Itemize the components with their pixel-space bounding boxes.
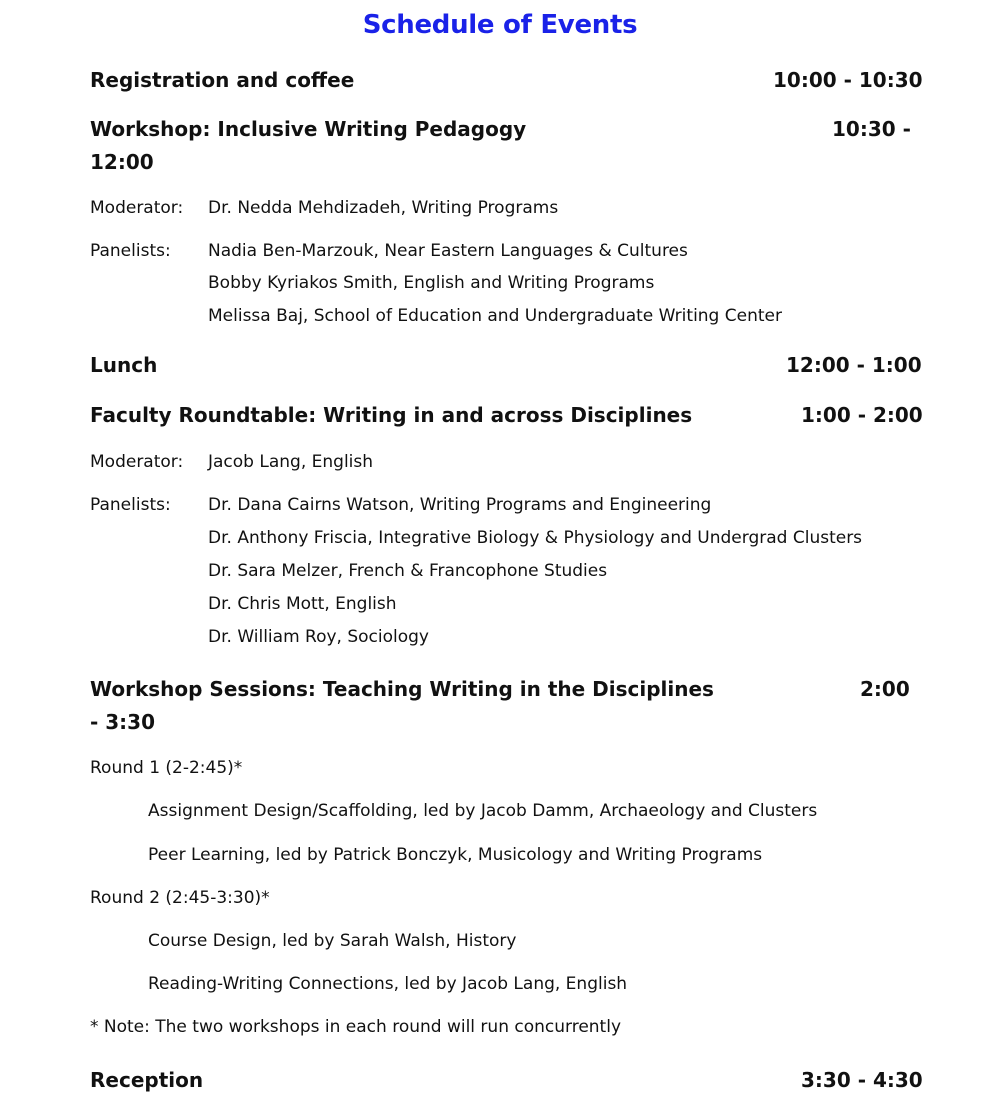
panelist-item: Dr. Sara Melzer, French & Francophone Studies — [208, 561, 608, 581]
event-sessions-time-wrap: - 3:30 — [90, 710, 156, 734]
workshop-item: Course Design, led by Sarah Walsh, History — [148, 931, 517, 951]
panelist-item: Melissa Baj, School of Education and Undergraduate Writing Center — [208, 306, 782, 326]
panelist-item: Dr. Chris Mott, English — [208, 594, 397, 614]
workshop-item: Reading-Writing Connections, led by Jacob Lang, English — [148, 974, 628, 994]
moderator-name: Dr. Nedda Mehdizadeh, Writing Programs — [208, 198, 559, 218]
moderator-name: Jacob Lang, English — [208, 452, 374, 472]
moderator-label: Moderator: — [90, 452, 184, 472]
event-registration-time: 10:00 - 10:30 — [773, 68, 923, 92]
event-registration-title: Registration and coffee — [90, 68, 355, 92]
event-roundtable-time: 1:00 - 2:00 — [801, 403, 923, 427]
panelists-label: Panelists: — [90, 495, 171, 515]
event-reception-time: 3:30 - 4:30 — [801, 1068, 923, 1092]
event-lunch-time: 12:00 - 1:00 — [786, 353, 922, 377]
event-workshop-time: 10:30 - — [832, 117, 911, 141]
page-title: Schedule of Events — [362, 10, 638, 40]
event-reception-title: Reception — [90, 1068, 204, 1092]
event-workshop-title: Workshop: Inclusive Writing Pedagogy — [90, 117, 527, 141]
panelist-item: Dr. Dana Cairns Watson, Writing Programs and Engineering — [208, 495, 712, 515]
concurrency-note: * Note: The two workshops in each round will run concurrently — [90, 1017, 622, 1037]
panelist-item: Bobby Kyriakos Smith, English and Writing Programs — [208, 273, 655, 293]
panelist-item: Nadia Ben-Marzouk, Near Eastern Languages & Cultures — [208, 241, 688, 261]
panelist-item: Dr. William Roy, Sociology — [208, 627, 429, 647]
round-2-label: Round 2 (2:45-3:30)* — [90, 888, 270, 908]
event-workshop-time-wrap: 12:00 — [90, 150, 154, 174]
panelists-label: Panelists: — [90, 241, 171, 261]
event-sessions-time: 2:00 — [860, 677, 910, 701]
panelist-item: Dr. Anthony Friscia, Integrative Biology & Physiology and Undergrad Clusters — [208, 528, 863, 548]
event-sessions-title: Workshop Sessions: Teaching Writing in the Disciplines — [90, 677, 714, 701]
round-1-label: Round 1 (2-2:45)* — [90, 758, 243, 778]
workshop-item: Peer Learning, led by Patrick Bonczyk, Musicology and Writing Programs — [148, 845, 763, 865]
workshop-item: Assignment Design/Scaffolding, led by Jacob Damm, Archaeology and Clusters — [148, 801, 818, 821]
event-roundtable-title: Faculty Roundtable: Writing in and across Disciplines — [90, 403, 693, 427]
event-lunch-title: Lunch — [90, 353, 158, 377]
moderator-label: Moderator: — [90, 198, 184, 218]
